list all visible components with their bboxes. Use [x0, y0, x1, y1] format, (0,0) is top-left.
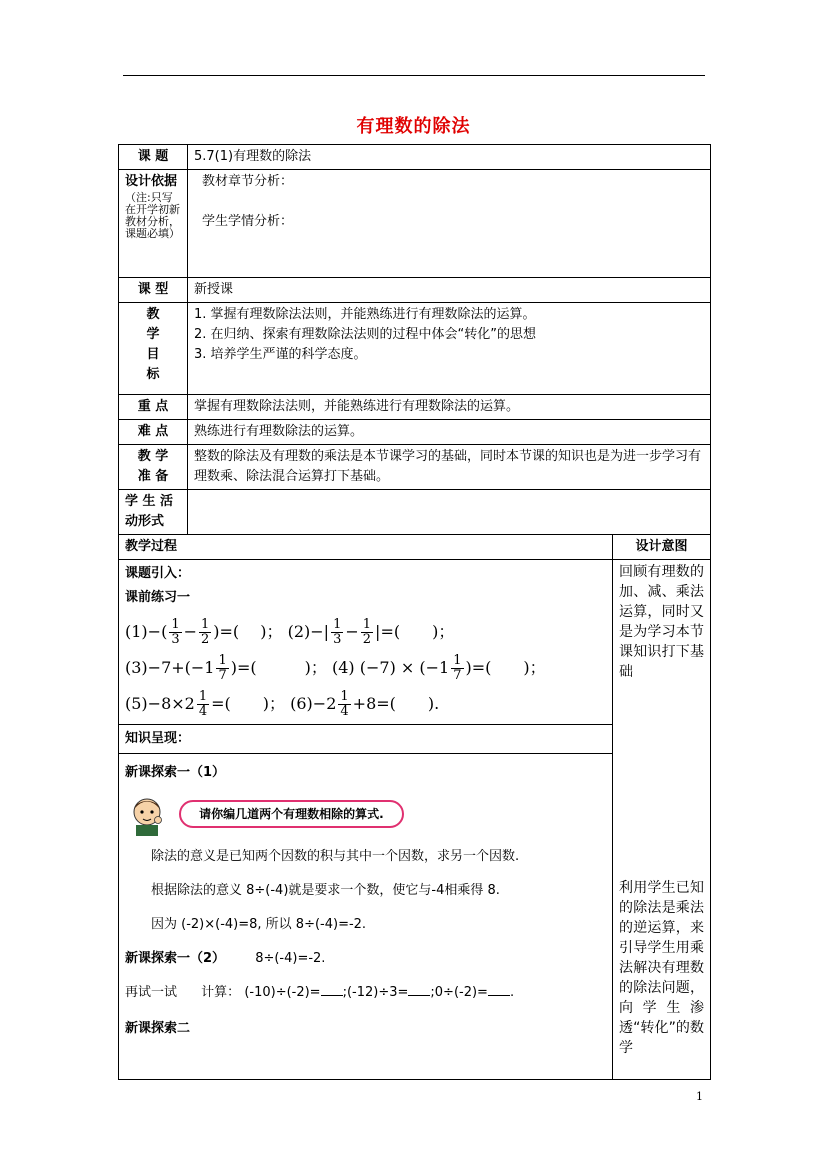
exercise-line-2 — [125, 650, 606, 686]
division-example: 根据除法的意义 8÷(-4)就是要求一个数，使它与-4相乘得 8. — [151, 883, 500, 898]
ex2-post: |=( )； — [375, 622, 455, 641]
page-number: 1 — [696, 1090, 703, 1103]
label-key: 重 点 — [119, 395, 188, 420]
basis-note: （注:只写在开学初新教材分析，课题必填） — [125, 191, 180, 240]
try-a: (-10)÷(-2)= — [244, 985, 321, 1000]
label-activity — [119, 490, 188, 535]
ex2-mid: − — [345, 622, 359, 641]
ex4-pre: (4) (−7) × (−1 — [332, 658, 450, 677]
basis-label-text: 设计依据 — [125, 174, 178, 189]
intent-header: 设计意图 — [613, 535, 711, 560]
label-topic: 课 题 — [119, 145, 188, 170]
fraction-1-2: $\frac{1}{2}$ — [201, 617, 210, 647]
value-key: 掌握有理数除法法则，并能熟练进行有理数除法的运算。 — [188, 395, 711, 420]
answer-blank[interactable] — [321, 995, 343, 996]
goals-char-3: 目 — [146, 347, 160, 362]
exercise-line-3 — [125, 686, 606, 722]
try-line — [125, 982, 606, 1004]
goal-item: 2. 在归纳、探索有理数除法法则的过程中体会“转化”的思想 — [194, 327, 537, 342]
exercise-line-1 — [125, 614, 606, 650]
value-topic: 5.7(1)有理数的除法 — [188, 145, 711, 170]
prep-label-1: 教 学 — [137, 449, 169, 464]
try-end: . — [509, 985, 515, 1000]
label-type: 课 型 — [119, 278, 188, 303]
process-header: 教学过程 — [119, 535, 613, 560]
label-difficult: 难 点 — [119, 420, 188, 445]
ex3-post: )=( )； — [230, 658, 327, 677]
lesson-plan-table — [118, 144, 711, 1080]
header-rule — [123, 75, 705, 76]
prompt-bubble: 请你编几道两个有理数相除的算式. — [179, 800, 404, 828]
fraction-1-7: $\frac{1}{7}$ — [218, 653, 227, 683]
ex1-mid: − — [183, 622, 197, 641]
row-goals — [119, 303, 711, 395]
intent-two: 利用学生已知的除法是乘法的逆运算，来引导学生用乘法解决有理数的除法问题，向学生渗透“转化”的数学 — [619, 880, 704, 1056]
explore1b-eq: 8÷(-4)=-2. — [255, 951, 326, 966]
ex2-pre: (2)−| — [287, 622, 330, 641]
explore2-label: 新课探索二 — [125, 1021, 191, 1036]
label-basis — [119, 170, 188, 278]
answer-blank[interactable] — [488, 995, 510, 996]
explore-cell — [119, 754, 613, 1080]
student-icon — [125, 792, 169, 836]
try-label: 再试一试 — [125, 985, 178, 1000]
row-key — [119, 395, 711, 420]
activity-label-2: 动形式 — [125, 514, 165, 529]
value-prep: 整数的除法及有理数的乘法是本节课学习的基础，同时本节课的知识也是为进一步学习有理数乘、除法混合运算打下基础。 — [188, 445, 711, 490]
explore1b-line — [125, 948, 606, 970]
intent-cell — [613, 560, 711, 1080]
label-goals — [119, 303, 188, 395]
fraction-1-4: $\frac{1}{4}$ — [198, 689, 208, 719]
textbook-analysis: 教材章节分析： — [202, 174, 294, 189]
fraction-1-3: $\frac{1}{3}$ — [333, 617, 342, 647]
prep-label-2: 准 备 — [137, 469, 169, 484]
fraction-1-2: $\frac{1}{2}$ — [362, 617, 372, 647]
ex1-pre: (1)−( — [125, 622, 168, 641]
fraction-1-7: $\frac{1}{7}$ — [453, 653, 462, 683]
explore1b-label: 新课探索一（2） — [125, 951, 226, 966]
row-basis — [119, 170, 711, 278]
page-title: 有理数的除法 — [356, 116, 471, 137]
explore1-label: 新课探索一（1） — [125, 765, 226, 780]
ex5-pre: (5)−8×2 — [125, 694, 195, 713]
try-c: ;0÷(-2)= — [430, 985, 488, 1000]
value-activity — [188, 490, 711, 535]
row-prep — [119, 445, 711, 490]
value-goals — [188, 303, 711, 395]
try-b: ;(-12)÷3= — [342, 985, 409, 1000]
fraction-1-4: $\frac{1}{4}$ — [340, 689, 349, 719]
ex6-post: +8=( ). — [352, 694, 440, 713]
goals-char-4: 标 — [146, 367, 160, 382]
label-prep — [119, 445, 188, 490]
row-process-header — [119, 535, 711, 560]
warmup-cell — [119, 560, 613, 725]
goals-char-2: 学 — [146, 327, 160, 342]
division-meaning: 除法的意义是已知两个因数的积与其中一个因数，求另一个因数. — [151, 849, 520, 864]
knowledge-label: 知识呈现： — [119, 725, 613, 754]
intent-one: 回顾有理数的加、减、乘法运算，同时又是为学习本节课知识打下基础 — [619, 564, 704, 680]
student-analysis: 学生学情分析： — [202, 214, 294, 229]
value-difficult: 熟练进行有理数除法的运算。 — [188, 420, 711, 445]
ex5-post: =( )； — [211, 694, 286, 713]
try-calc: 计算： — [201, 985, 241, 1000]
ex1-post: )=( )； — [213, 622, 283, 641]
row-warmup — [119, 560, 711, 725]
goals-char-1: 教 — [146, 307, 160, 322]
row-topic — [119, 145, 711, 170]
division-because: 因为 (-2)×(-4)=8, 所以 8÷(-4)=-2. — [151, 917, 367, 932]
warmup-label: 课前练习一 — [125, 590, 191, 605]
goal-item: 3. 培养学生严谨的科学态度。 — [194, 347, 367, 362]
value-type: 新授课 — [188, 278, 711, 303]
fraction-1-3: $\frac{1}{3}$ — [171, 617, 180, 647]
intent-spacer — [619, 682, 704, 878]
row-type — [119, 278, 711, 303]
ex3-pre: (3)−7+(−1 — [125, 658, 215, 677]
prompt-illustration — [125, 792, 606, 836]
answer-blank[interactable] — [408, 995, 430, 996]
ex6-pre: (6)−2 — [290, 694, 337, 713]
value-basis — [188, 170, 711, 278]
goal-item: 1. 掌握有理数除法法则，并能熟练进行有理数除法的运算。 — [194, 307, 536, 322]
intro-label: 课题引入： — [125, 566, 191, 581]
row-activity — [119, 490, 711, 535]
activity-label-1: 学 生 活 — [125, 494, 174, 509]
row-difficult — [119, 420, 711, 445]
ex4-post: )=( )； — [465, 658, 546, 677]
